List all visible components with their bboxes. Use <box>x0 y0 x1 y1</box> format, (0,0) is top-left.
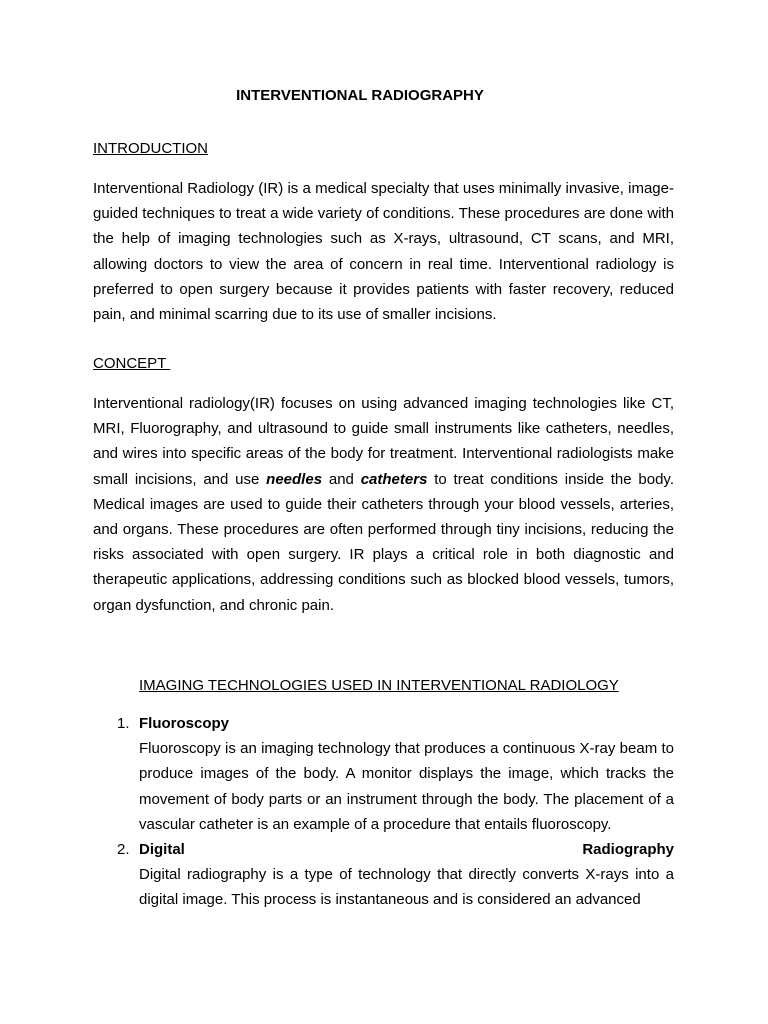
concept-text-part2: to treat conditions inside the body. Medical images are used to guide their catheters through your blood vessels, arteries, and organs. These procedures are often performed through tiny incisions, reducing the risks associated with open surgery. IR plays a critical role in both diagnostic and therapeutic applications, addressing conditions such as blocked blood vessels, tumors, organ dysfunction, and chronic pain. <box>93 470 674 614</box>
imaging-technologies-heading: IMAGING TECHNOLOGIES USED IN INTERVENTIONAL RADIOLOGY <box>139 677 619 694</box>
list-number: 1. <box>117 715 130 732</box>
introduction-heading: INTRODUCTION <box>93 140 208 157</box>
list-item-body <box>139 837 674 913</box>
list-item-text-fluoroscopy: Fluoroscopy is an imaging technology that produces a continuous X-ray beam to produce images of the body. A monitor displays the image, which tracks the movement of body parts or an instrument through the body. The placement of a vascular catheter is an example of a procedure that entails fluoroscopy. <box>139 740 674 833</box>
document-title: INTERVENTIONAL RADIOGRAPHY <box>236 87 484 104</box>
list-item-title-fluoroscopy: Fluoroscopy <box>139 715 230 732</box>
title-word-digital: Digital <box>139 841 185 858</box>
concept-emphasis-needles: needles <box>266 470 323 488</box>
list-item-text-digital-radiography: Digital radiography is a type of technology that directly converts X-rays into a digital image. This process is instantaneous and is considered an advanced <box>139 866 674 909</box>
concept-text-part1: Interventional radiology(IR) focuses on using advanced imaging technologies like CT, MRI, Fluorography, and ultrasound to guide small instruments like catheters, needles, and wires into specific areas of the body for treatment. Interventional radiologists make small incisions, and use <box>93 395 674 488</box>
list-number: 2. <box>117 841 130 858</box>
concept-heading: CONCEPT <box>93 355 171 372</box>
concept-emphasis-catheters: catheters <box>360 470 428 488</box>
introduction-paragraph: Interventional Radiology (IR) is a medical specialty that uses minimally invasive, image-guided techniques to treat a wide variety of conditions. These procedures are done with the help of imaging technologies such as X-rays, ultrasound, CT scans, and MRI, allowing doctors to view the area of concern in real time. Interventional radiology is preferred to open surgery because it provides patients with faster recovery, reduced pain, and minimal scarring due to its use of smaller incisions. <box>93 180 674 324</box>
concept-connector: and <box>322 470 361 488</box>
title-word-radiography: Radiography <box>582 841 674 858</box>
list-item-body <box>139 711 674 837</box>
concept-paragraph <box>93 391 674 618</box>
list-item-title-digital-radiography <box>139 837 674 862</box>
